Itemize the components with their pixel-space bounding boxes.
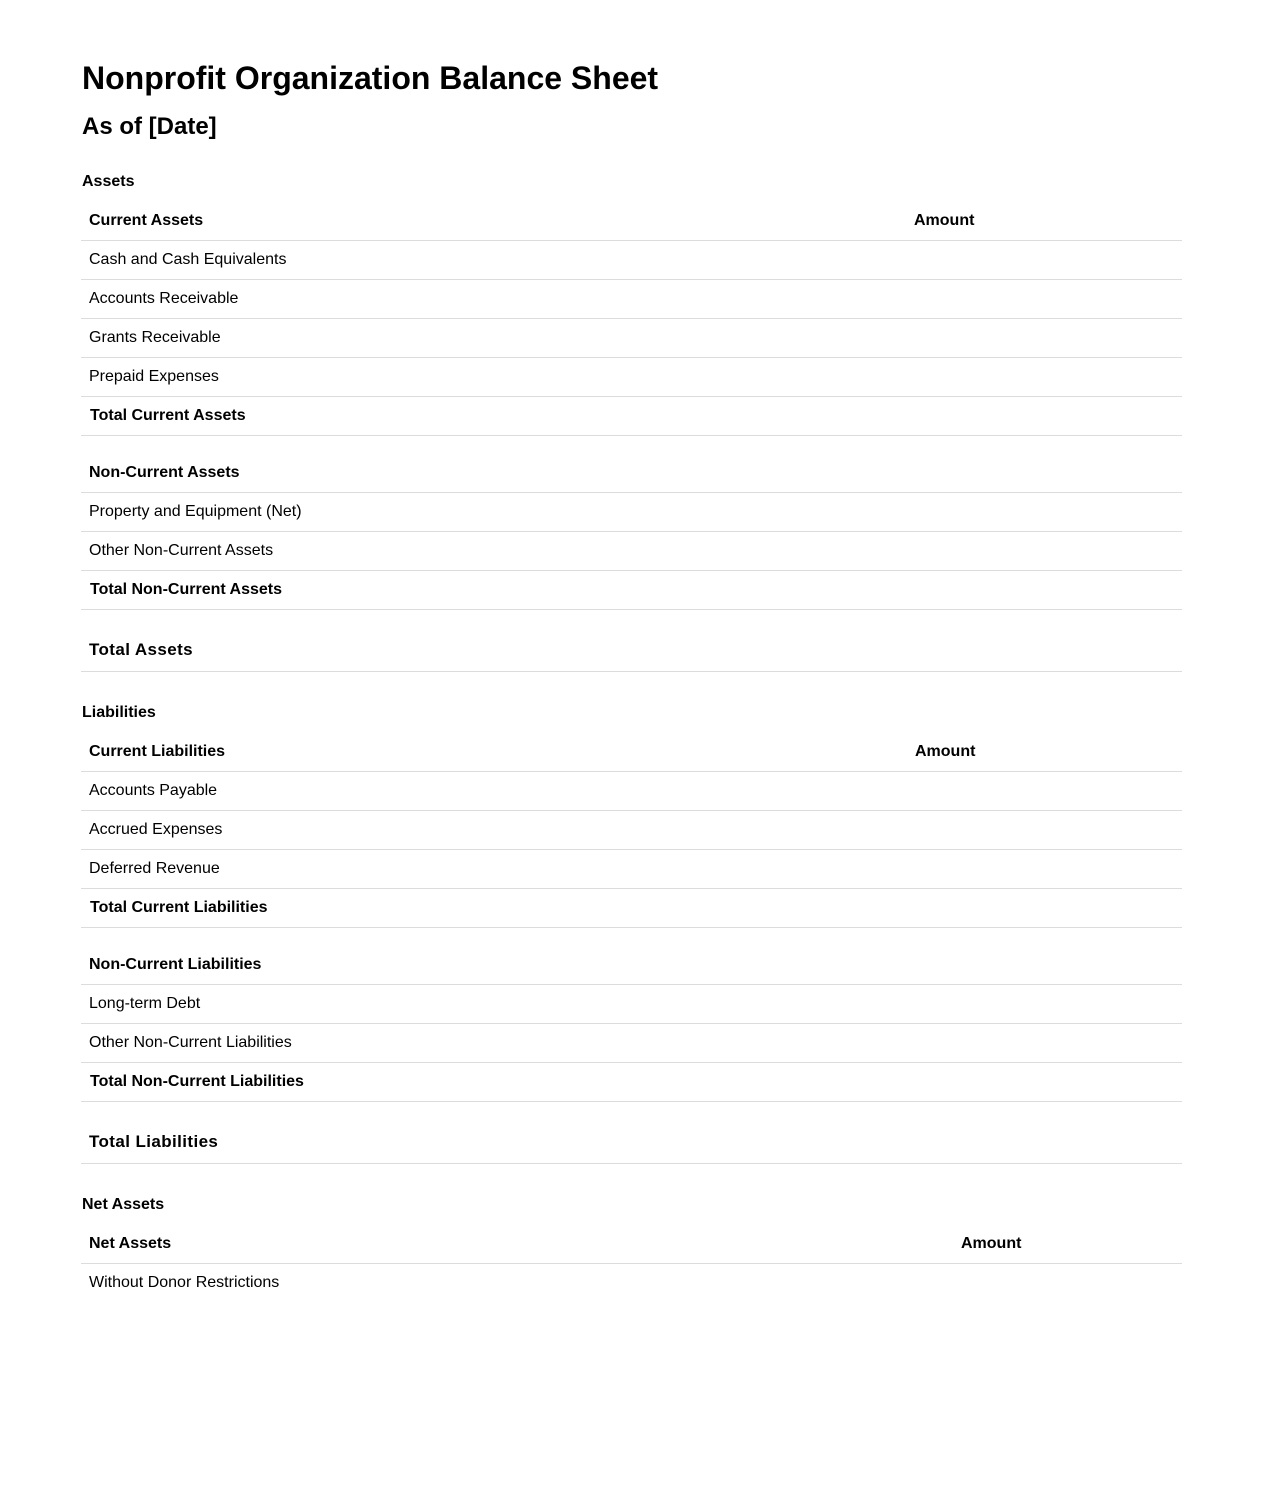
total-liabilities-row (81, 1103, 1182, 1164)
amount-cell (906, 532, 1182, 571)
amount-cell (907, 1024, 1182, 1063)
row-label: Without Donor Restrictions (89, 1274, 280, 1291)
table-header-row (81, 454, 1182, 493)
total-row (81, 571, 1182, 610)
amount-cell (907, 850, 1182, 889)
amount-cell (907, 772, 1182, 811)
total-row (81, 397, 1182, 436)
row-label: Deferred Revenue (81, 850, 907, 889)
table-row (81, 1264, 1182, 1303)
total-assets-label: Total Assets (89, 640, 193, 659)
amount-cell (907, 1063, 1182, 1102)
amount-cell (906, 241, 1182, 280)
table-row (81, 532, 1182, 571)
row-label: Other Non-Current Liabilities (81, 1024, 907, 1063)
table-header-row (81, 1225, 1182, 1264)
row-label: Accounts Payable (81, 772, 907, 811)
table-header-row (81, 202, 1182, 241)
column-header-amount: Amount (906, 202, 1182, 241)
current-liabilities-table (81, 733, 1182, 928)
current-assets-table (81, 202, 1182, 436)
row-label: Long-term Debt (81, 985, 907, 1024)
amount-cell (906, 319, 1182, 358)
page-subtitle: As of [Date] (82, 113, 217, 140)
column-header-category: Net Assets (81, 1225, 953, 1264)
column-header-category: Current Assets (81, 202, 906, 241)
column-header-empty (906, 454, 1182, 493)
amount-cell (953, 1264, 1182, 1303)
amount-cell (906, 493, 1182, 532)
total-label: Total Non-Current Liabilities (81, 1063, 907, 1102)
amount-cell (907, 811, 1182, 850)
total-label: Total Current Assets (81, 397, 906, 436)
table-row (81, 985, 1182, 1024)
column-header-amount: Amount (953, 1225, 1182, 1264)
amount-cell (906, 358, 1182, 397)
table-row (81, 811, 1182, 850)
liabilities-heading: Liabilities (82, 704, 156, 721)
table-row (81, 319, 1182, 358)
row-label: Grants Receivable (81, 319, 906, 358)
row-label: Cash and Cash Equivalents (81, 241, 906, 280)
row-label: Accounts Receivable (81, 280, 906, 319)
table-header-row (81, 946, 1182, 985)
total-row (81, 889, 1182, 928)
amount-cell (906, 397, 1182, 436)
row-label: Prepaid Expenses (81, 358, 906, 397)
table-row (81, 493, 1182, 532)
total-row (81, 1063, 1182, 1102)
net-assets-table (81, 1225, 1182, 1302)
table-row (81, 772, 1182, 811)
column-header-category: Non-Current Liabilities (81, 946, 907, 985)
total-assets-row (81, 611, 1182, 672)
amount-cell (907, 985, 1182, 1024)
row-label: Other Non-Current Assets (81, 532, 906, 571)
column-header-category: Current Liabilities (81, 733, 907, 772)
table-header-row (81, 733, 1182, 772)
row-label: Property and Equipment (Net) (81, 493, 906, 532)
amount-cell (906, 280, 1182, 319)
non-current-assets-table (81, 454, 1182, 610)
page-title: Nonprofit Organization Balance Sheet (82, 60, 659, 96)
column-header-empty (907, 946, 1182, 985)
amount-cell (906, 571, 1182, 610)
column-header-amount: Amount (907, 733, 1182, 772)
amount-cell (907, 889, 1182, 928)
column-header-category: Non-Current Assets (81, 454, 906, 493)
net-assets-heading: Net Assets (82, 1196, 165, 1213)
total-label: Total Non-Current Assets (81, 571, 906, 610)
table-row (81, 241, 1182, 280)
row-label: Accrued Expenses (81, 811, 907, 850)
assets-heading: Assets (82, 173, 135, 190)
table-row (81, 280, 1182, 319)
total-liabilities-label: Total Liabilities (89, 1132, 219, 1151)
table-row (81, 850, 1182, 889)
table-row (81, 358, 1182, 397)
total-label: Total Current Liabilities (81, 889, 907, 928)
table-row (81, 1024, 1182, 1063)
non-current-liabilities-table (81, 946, 1182, 1102)
